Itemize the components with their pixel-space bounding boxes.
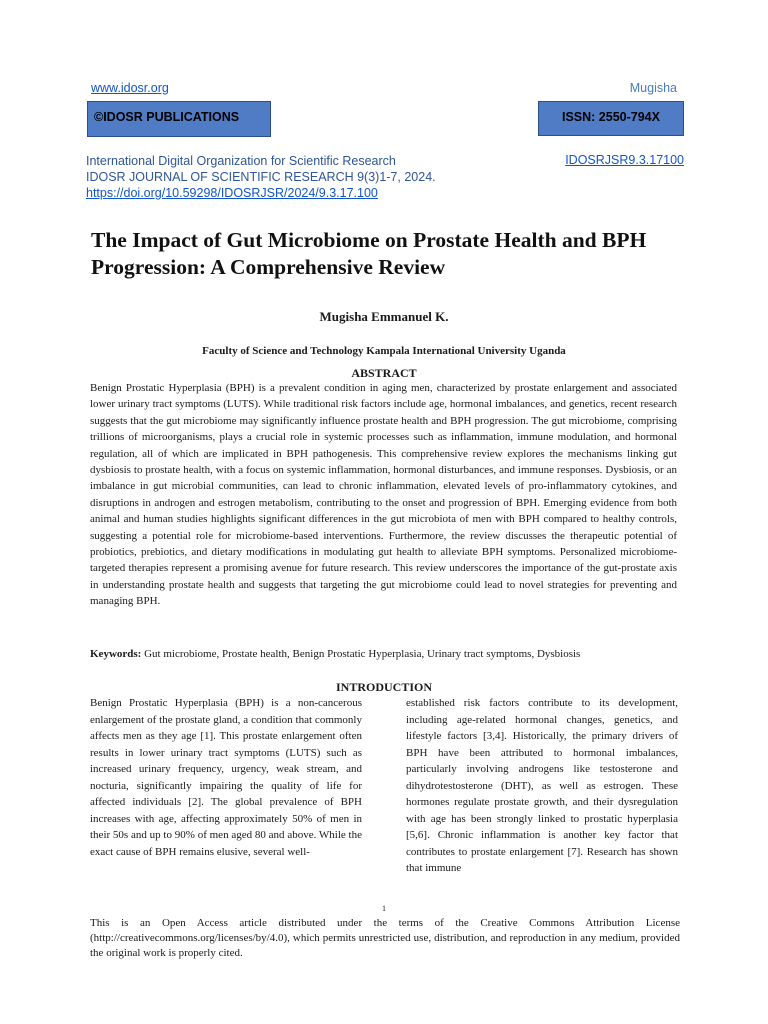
organization-name: International Digital Organization for Scientific Research bbox=[86, 154, 396, 168]
issn-badge: ISSN: 2550-794X bbox=[538, 101, 684, 136]
abstract-text: Benign Prostatic Hyperplasia (BPH) is a prevalent condition in aging men, characterized by prostate enlargement and associated lower urinary tract symptoms (LUTS). While traditional risk factors include age, hormonal imbalances, and genetics, recent research suggests that the gut microbiome may significantly influence prostate health and BPH progression. The gut microbiome, comprising trillions of microorganisms, plays a crucial role in systemic processes such as inflammation, immune modulation, and hormonal regulation, all of which are implicated in BPH pathogenesis. This comprehensive review explores the mechanisms linking gut dysbiosis to prostate health, with a focus on systemic inflammation, hormonal disturbances, and immune responses. Dysbiosis, or an imbalance in gut microbial communities, can lead to chronic inflammation, elevated levels of pro-inflammatory cytokines, and disruptions in androgen and estrogen metabolism, contributing to the onset and progression of BPH. Emerging evidence from both animal and human studies highlights significant differences in the gut microbiota of men with BPH compared to healthy controls, suggesting a potential role for microbiome-based interventions. Furthermore, the review discusses the therapeutic potential of probiotics, prebiotics, and dietary modifications in modulating gut health to alleviate BPH symptoms. Personalized microbiome-targeted therapies represent a promising avenue for future research. This review underscores the importance of the gut-prostate axis in understanding prostate health and suggests that targeting the gut microbiome could lead to novel strategies for preventing and managing BPH. bbox=[90, 382, 677, 608]
license-notice: This is an Open Access article distributed under the terms of the Creative Commons Attribution License (http://creativecommons.org/licenses/by/4.0), which permits unrestricted use, distribution, and reproduction in any medium, provided the original work is properly cited. bbox=[90, 917, 680, 959]
article-id-link[interactable]: IDOSRJSR9.3.17100 bbox=[565, 153, 684, 167]
running-head-author: Mugisha bbox=[629, 81, 677, 95]
keywords-line bbox=[90, 646, 677, 662]
site-link[interactable]: www.idosr.org bbox=[91, 81, 169, 95]
keywords-list: Gut microbiome, Prostate health, Benign Prostatic Hyperplasia, Urinary tract symptoms, Dysbiosis bbox=[144, 648, 581, 660]
doi-link[interactable]: https://doi.org/10.59298/IDOSRJSR/2024/9.3.17.100 bbox=[86, 186, 378, 200]
author-affiliation: Faculty of Science and Technology Kampala International University Uganda bbox=[202, 345, 566, 357]
page-number: 1 bbox=[382, 904, 386, 913]
intro-column-left: Benign Prostatic Hyperplasia (BPH) is a non-cancerous enlargement of the prostate gland, a condition that commonly affects men as they age [1]. This prostate enlargement often results in lower urinary tract symptoms (LUTS) such as increased urinary frequency, urgency, weak stream, and nocturia, significantly impairing the quality of life for affected individuals [2]. The global prevalence of BPH increases with age, affecting approximately 50% of men in their 50s and up to 90% of men aged 80 and above. While the exact cause of BPH remains elusive, several well- bbox=[90, 697, 362, 858]
keywords-label: Keywords: bbox=[90, 648, 142, 660]
abstract-heading: ABSTRACT bbox=[351, 366, 417, 380]
publisher-badge: ©IDOSR PUBLICATIONS bbox=[87, 101, 271, 137]
introduction-heading: INTRODUCTION bbox=[335, 680, 432, 694]
author-name: Mugisha Emmanuel K. bbox=[319, 309, 449, 324]
intro-column-right: established risk factors contribute to its development, including age-related hormonal changes, genetics, and lifestyle factors [3,4]. Historically, the primary drivers of BPH have been attributed to hormonal imbalances, particularly involving androgens like testosterone and dihydrotestosterone (DHT), as well as estrogen. These hormones regulate prostate growth, and their dysregulation with age has been strongly linked to prostatic hyperplasia [5,6]. Chronic inflammation is another key factor that contributes to prostate enlargement [7]. Research has shown that immune bbox=[406, 697, 678, 874]
article-title: The Impact of Gut Microbiome on Prostate Health and BPH Progression: A Comprehensive Review bbox=[91, 228, 647, 279]
journal-citation: IDOSR JOURNAL OF SCIENTIFIC RESEARCH 9(3)1-7, 2024. bbox=[86, 170, 436, 184]
